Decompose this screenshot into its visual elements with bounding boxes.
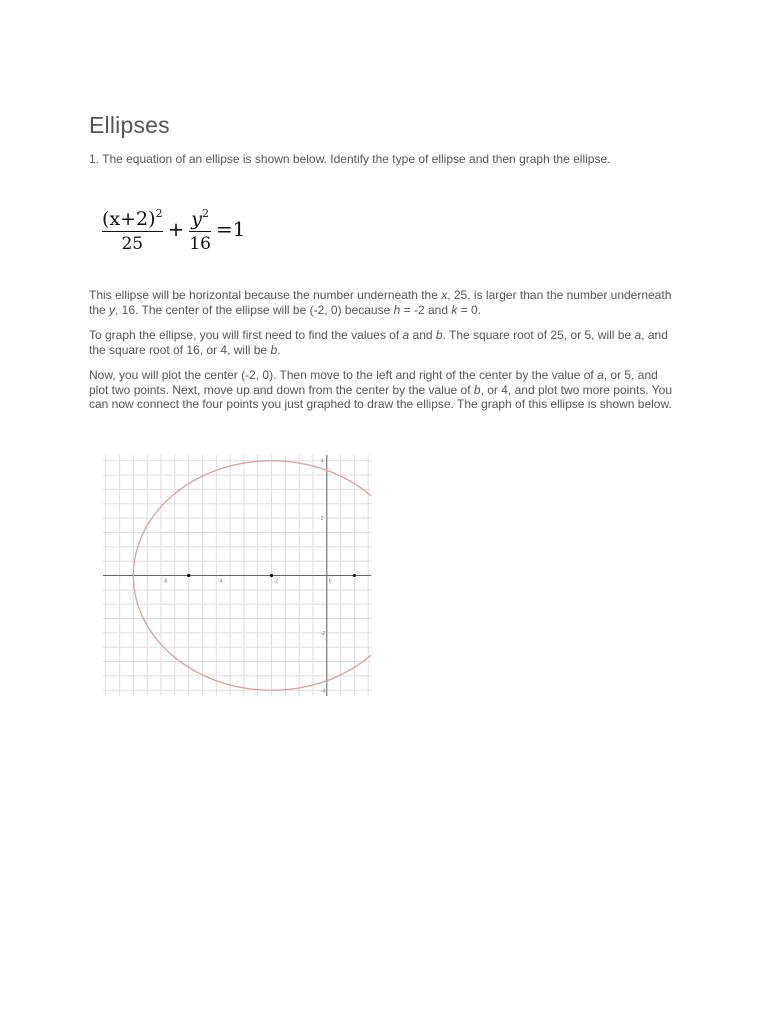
paragraph-find-a-b (89, 328, 679, 357)
x-tick-label: -6 (163, 578, 168, 585)
plotted-point (270, 574, 273, 577)
text-run: Now, you will plot the center (-2, 0). Then move to the left and right of the center by the value of (89, 368, 598, 382)
paragraph-plot-steps (89, 368, 679, 412)
text-run: = 0. (457, 302, 482, 317)
text-run: , and the square root of 16, or 4, will be (89, 328, 668, 357)
italic-variable: h (393, 302, 401, 317)
text-run: . The square root of 25, or 5, will be (442, 328, 635, 342)
text-run: This ellipse will be horizontal because the number underneath the (89, 288, 442, 302)
plotted-point (353, 574, 356, 577)
italic-variable: a (634, 328, 642, 342)
text-run: , 25, is larger than the number underneath the (89, 288, 672, 317)
y-tick-label: 4 (320, 458, 324, 465)
x-tick-label: 0 (328, 578, 332, 585)
text-run: To graph the ellipse, you will first need to find the values of (89, 328, 403, 342)
y-numerator-text: y (191, 208, 203, 230)
text-run: = -2 and (400, 302, 452, 317)
fraction-bar (102, 231, 163, 232)
italic-variable: a (402, 328, 410, 342)
italic-variable: b (435, 328, 443, 342)
x-tick-label: -2 (273, 578, 278, 585)
plotted-point (187, 574, 190, 577)
italic-variable: a (597, 368, 604, 382)
plus-sign: + (167, 217, 185, 241)
y-tick-label: 2 (320, 516, 324, 523)
text-run: , or 4, and plot two more points. You can now connect the four points you just graphed to draw the ellipse. The graph of this ellipse is shown below. (89, 382, 673, 411)
page-title: Ellipses (89, 112, 170, 138)
fraction-x-numerator (102, 203, 163, 230)
x-exponent: 2 (155, 207, 163, 220)
fraction-x-term (102, 203, 163, 255)
text-run: , 16. The center of the ellipse will be (-2, 0) because (115, 302, 394, 317)
ellipse-equation (102, 203, 250, 255)
italic-variable: b (473, 382, 481, 397)
fraction-x-denominator: 25 (121, 234, 144, 254)
x-tick-label: -4 (218, 578, 223, 585)
text-run: and (409, 328, 436, 342)
italic-variable: y (109, 302, 116, 317)
fraction-bar (189, 231, 211, 232)
italic-variable: k (451, 302, 458, 317)
equals-one: =1 (215, 217, 246, 241)
fraction-y-term (189, 203, 211, 255)
ellipse-graph (103, 455, 371, 696)
italic-variable: x (441, 288, 448, 302)
text-run: , or 5, and plot two points. Next, move up and down from the center by the value of (89, 368, 658, 397)
y-exponent: 2 (202, 207, 210, 220)
text-run: . (277, 342, 281, 357)
italic-variable: b (270, 342, 278, 357)
question-text: 1. The equation of an ellipse is shown below. Identify the type of ellipse and then graph the ellipse. (89, 152, 611, 166)
x-numerator-text: (x+2) (102, 208, 156, 230)
y-tick-label: -4 (320, 688, 326, 695)
y-tick-label: -2 (320, 630, 326, 637)
fraction-y-numerator (191, 203, 209, 230)
paragraph-horizontal-explanation (89, 288, 679, 317)
fraction-y-denominator: 16 (189, 234, 211, 254)
